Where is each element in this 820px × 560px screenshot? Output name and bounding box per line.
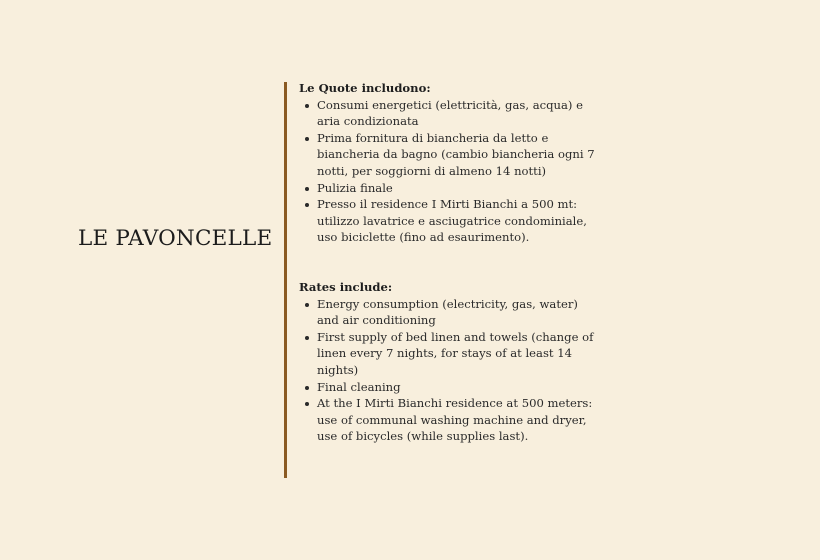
english-heading: Rates include: <box>299 280 393 294</box>
page-title: LE PAVONCELLE <box>78 226 273 251</box>
list-item: First supply of bed linen and towels (change of linen every 7 nights, for stays of at least 14 nights) <box>299 329 599 379</box>
italian-list <box>299 97 599 246</box>
list-item: Presso il residence I Mirti Bianchi a 500 mt: utilizzo lavatrice e asciugatrice condominiale, uso biciclette (fino ad esaurimento). <box>299 196 599 246</box>
english-section <box>299 279 599 445</box>
italian-heading: Le Quote includono: <box>299 81 431 95</box>
list-item: Pulizia finale <box>299 180 599 197</box>
italian-section <box>299 80 599 246</box>
list-item: Energy consumption (electricity, gas, water) and air conditioning <box>299 296 599 329</box>
list-item: Final cleaning <box>299 379 599 396</box>
english-list <box>299 296 599 445</box>
list-item: Prima fornitura di biancheria da letto e biancheria da bagno (cambio biancheria ogni 7 notti, per soggiorni di almeno 14 notti) <box>299 130 599 180</box>
list-item: Consumi energetici (elettricità, gas, acqua) e aria condizionata <box>299 97 599 130</box>
vertical-divider <box>284 82 287 478</box>
list-item: At the I Mirti Bianchi residence at 500 meters: use of communal washing machine and dryer, use of bicycles (while supplies last). <box>299 395 599 445</box>
